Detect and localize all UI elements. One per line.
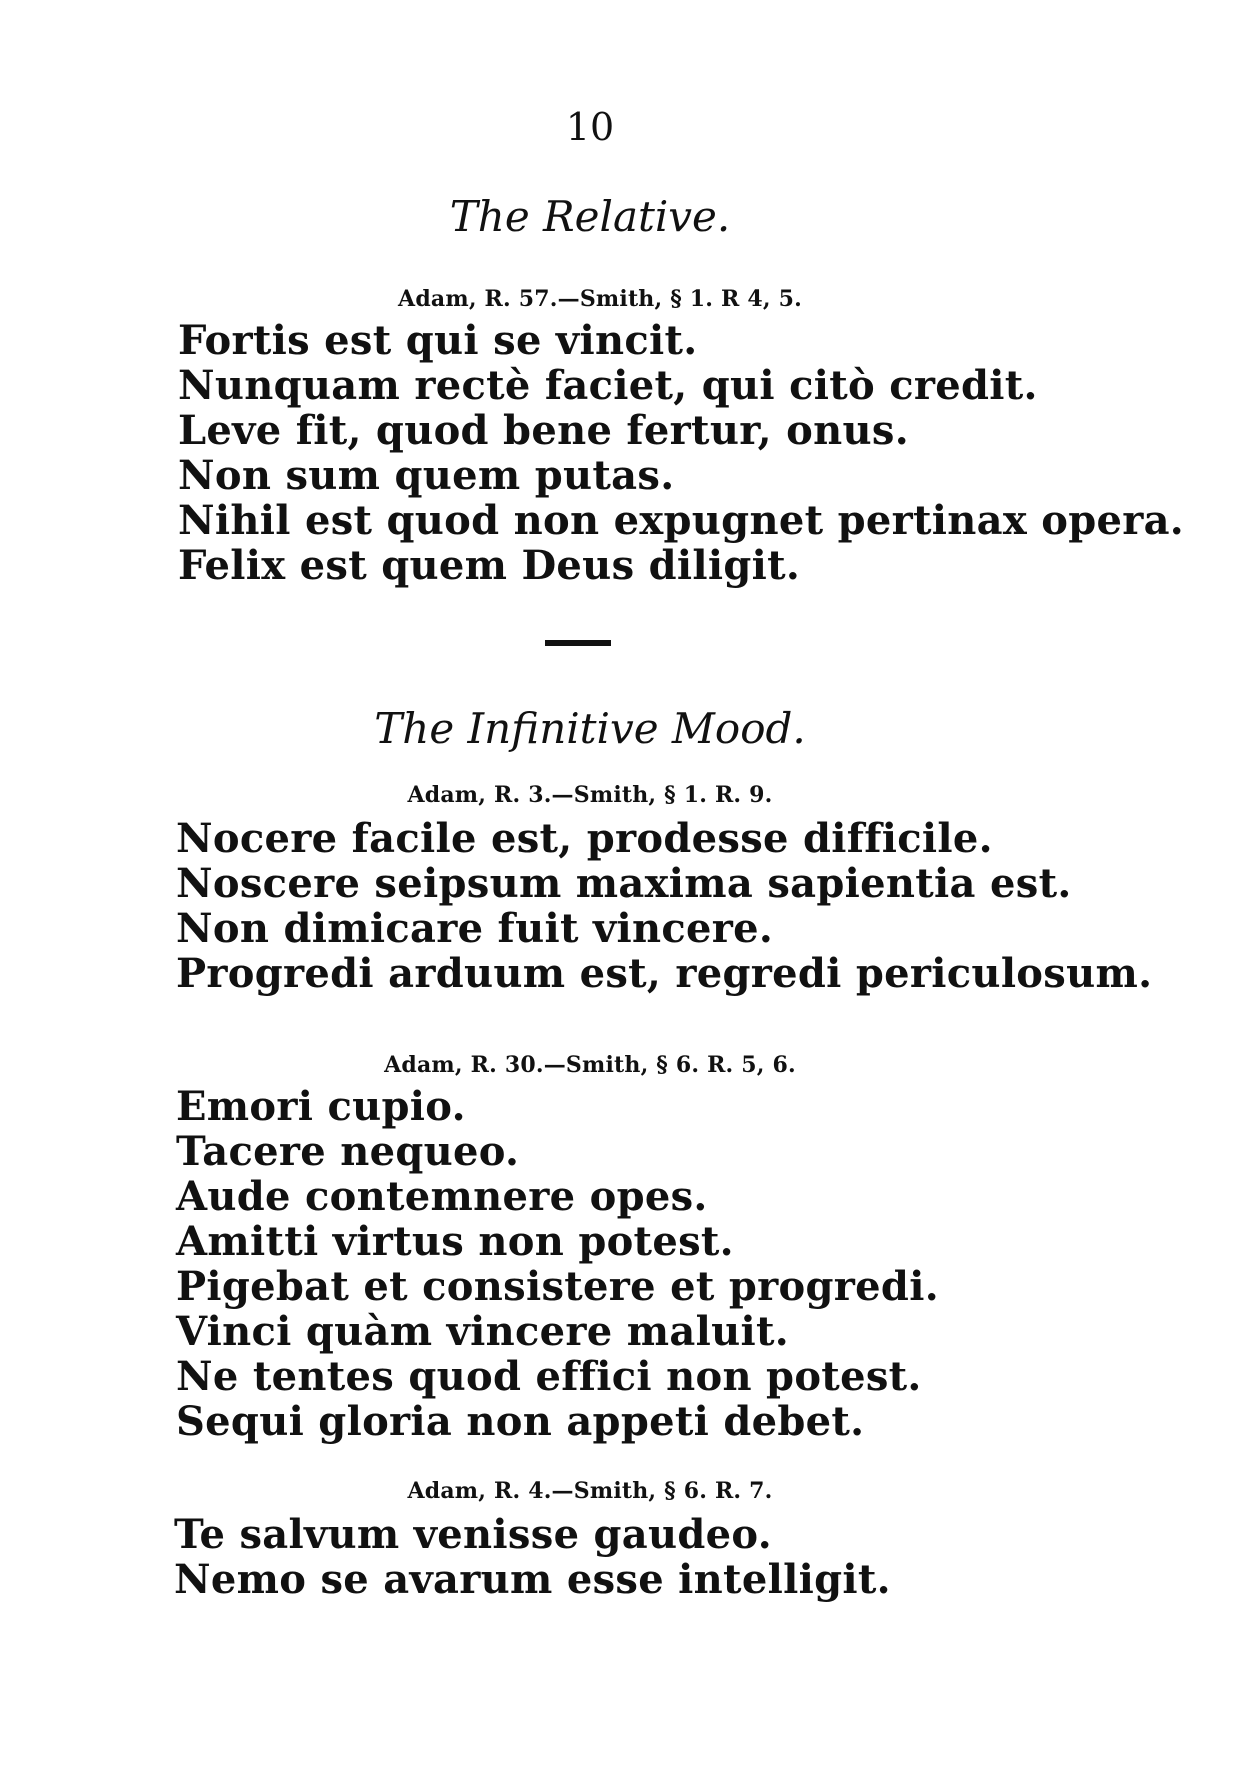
rule-reference: Adam, R. 4.—Smith, § 6. R. 7. — [407, 1478, 773, 1504]
verse-line: Felix est quem Deus diligit. — [178, 542, 801, 589]
verse-line: Sequi gloria non appeti debet. — [176, 1398, 865, 1445]
verse-line: Vinci quàm vincere maluit. — [176, 1308, 789, 1355]
verse-line: Progredi arduum est, regredi periculosum. — [176, 950, 1153, 997]
verse-line: Noscere seipsum maxima sapientia est. — [176, 860, 1072, 907]
verse-line: Fortis est qui se vincit. — [178, 317, 698, 364]
verse-line: Nocere facile est, prodesse difficile. — [176, 815, 993, 862]
verse-list — [178, 318, 1184, 588]
verse-line: Nemo se avarum esse intelligit. — [174, 1556, 891, 1603]
verse-line: Amitti virtus non potest. — [176, 1218, 734, 1265]
verse-list — [174, 1512, 891, 1602]
section-heading-relative: The Relative. — [449, 192, 731, 241]
verse-line: Te salvum venisse gaudeo. — [174, 1511, 772, 1558]
verse-line: Non sum quem putas. — [178, 452, 675, 499]
section-heading-infinitive: The Infinitive Mood. — [374, 704, 806, 753]
rule-reference: Adam, R. 30.—Smith, § 6. R. 5, 6. — [384, 1052, 796, 1078]
verse-line: Non dimicare fuit vincere. — [176, 905, 774, 952]
rule-reference: Adam, R. 3.—Smith, § 1. R. 9. — [407, 782, 773, 808]
verse-line: Ne tentes quod effici non potest. — [176, 1353, 922, 1400]
verse-line: Aude contemnere opes. — [176, 1173, 708, 1220]
rule-reference: Adam, R. 57.—Smith, § 1. R 4, 5. — [398, 286, 802, 312]
section-divider — [545, 640, 611, 646]
verse-line: Nunquam rectè faciet, qui citò credit. — [178, 362, 1038, 409]
verse-line: Emori cupio. — [176, 1083, 466, 1130]
verse-line: Leve fit, quod bene fertur, onus. — [178, 407, 909, 454]
verse-line: Tacere nequeo. — [176, 1128, 520, 1175]
verse-line: Pigebat et consistere et progredi. — [176, 1263, 939, 1310]
verse-list — [176, 1084, 939, 1444]
verse-list — [176, 816, 1152, 996]
verse-line: Nihil est quod non expugnet pertinax opera. — [178, 497, 1185, 544]
page-number: 10 — [565, 105, 615, 149]
